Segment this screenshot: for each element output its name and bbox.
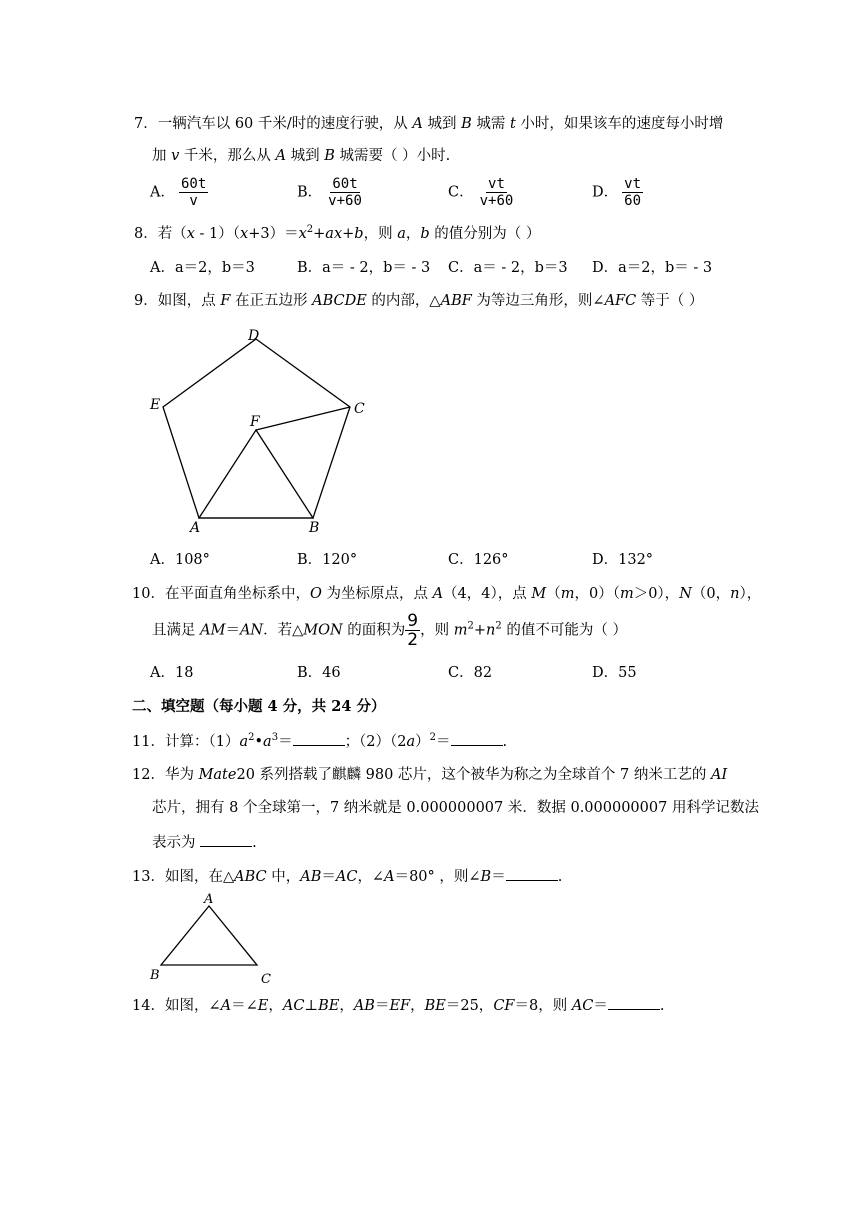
q9-option-d: D．132°: [592, 552, 654, 568]
label-c: C: [354, 401, 365, 417]
q9-option-c: C．126°: [448, 552, 509, 568]
q12-line2: 芯片，拥有 8 个全球第一，7 纳米就是 0.000000007 米．数据 0.000000007 用科学记数法: [152, 800, 759, 816]
q8-option-b: B．a＝ - 2，b＝ - 3: [297, 260, 431, 276]
q7-option-c: C． $\frac{vt}{v+60}$: [448, 176, 514, 209]
q9-option-b: B．120°: [297, 552, 358, 568]
q8-stem: 8．若$(x - 1)(x+3)=x^2+ax+b$，则 a，b 的值分别为（ ）: [134, 224, 541, 242]
q10-option-d: D．55: [592, 665, 637, 681]
triangle-abc: [161, 906, 257, 965]
q8-option-a: A．a＝2，b＝3: [150, 260, 255, 276]
q10-line2: 且满足 AM＝AN．若△MON 的面积为 $\frac{9}{2}$ ，则 $m^2+n^2$ 的值不可能为（ ）: [152, 611, 627, 650]
q10-option-b: B．46: [297, 665, 341, 681]
q7-line2: 加 v 千米，那么从 A 城到 B 城需要（ ）小时.: [152, 148, 451, 164]
q13-stem: 13．如图，在△ABC 中，AB＝AC，∠A＝80° ，则∠B＝ .: [132, 866, 562, 887]
label-b: B: [150, 968, 160, 983]
q7-option-a: A． $\frac{60t}{v}$: [150, 176, 207, 209]
q10-line1: 10．在平面直角坐标系中，O 为坐标原点，点 A（4，4），点 M（m，0）（m＞0），N（0，n），: [132, 586, 762, 602]
q7-option-d: D． $\frac{vt}{60}$: [592, 176, 641, 209]
q10-option-c: C．82: [448, 665, 493, 681]
label-d: D: [248, 328, 260, 344]
q9-option-a: A．108°: [150, 552, 210, 568]
q10-option-a: A．18: [150, 665, 194, 681]
q14-blank[interactable]: [608, 995, 660, 1010]
label-f: F: [250, 414, 260, 430]
q7-line1: 7．一辆汽车以 60 千米/时的速度行驶，从 A 城到 B 城需 t 小时，如果该车的速度每小时增: [134, 116, 724, 132]
q7-option-b: B． $\frac{60t}{v+60}$: [297, 176, 362, 209]
label-e: E: [150, 397, 161, 413]
label-b: B: [309, 520, 320, 536]
q12-line1: 12．华为 Mate20 系列搭载了麒麟 980 芯片，这个被华为称之为全球首个 7 纳米工艺的 AI: [132, 767, 728, 783]
q8-option-c: C．a＝ - 2，b＝3: [448, 260, 568, 276]
label-a: A: [204, 892, 214, 907]
q14-stem: 14．如图，∠A＝∠E，AC⊥BE，AB＝EF，BE＝25，CF＝8，则 AC＝ .: [132, 995, 665, 1016]
q9-stem: 9．如图，点 F 在正五边形 ABCDE 的内部，△ABF 为等边三角形，则∠AFC 等于（ ）: [134, 293, 704, 309]
label-c: C: [261, 972, 271, 987]
q8-option-d: D．a＝2，b＝ - 3: [592, 260, 713, 276]
label-a: A: [190, 520, 201, 536]
q12-line3: 表示为 .: [152, 832, 257, 853]
section-title: 二、填空题（每小题 4 分，共 24 分）: [132, 698, 386, 715]
q11-stem: 11．计算：$(1)a^2•a^3=$ ；$(2)(2a)^2=$ .: [132, 732, 508, 750]
